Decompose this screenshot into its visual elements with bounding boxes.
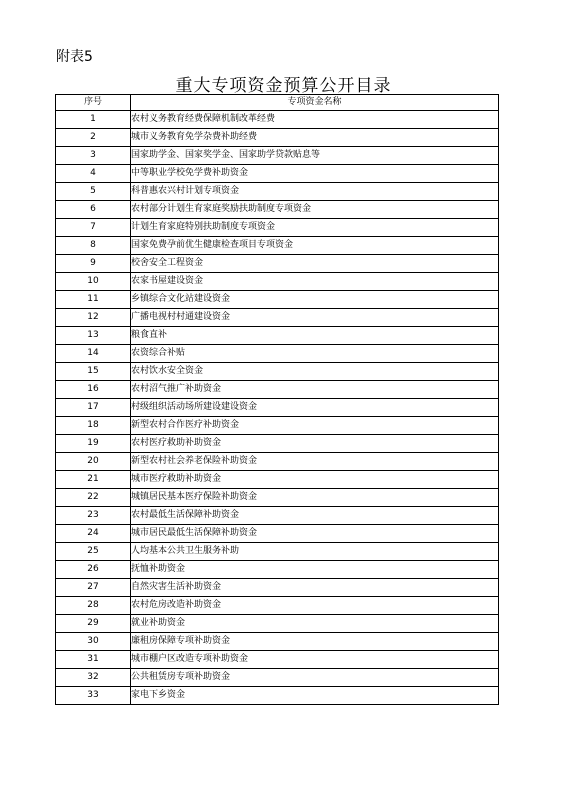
table-header-row (56, 95, 499, 111)
fund-name: 国家助学金、国家奖学金、国家助学贷款贴息等 (131, 147, 499, 165)
table-row (56, 651, 499, 669)
table-row (56, 147, 499, 165)
row-number: 11 (56, 291, 131, 309)
table-row (56, 669, 499, 687)
fund-name: 自然灾害生活补助资金 (131, 579, 499, 597)
row-number: 6 (56, 201, 131, 219)
fund-name: 乡镇综合文化站建设资金 (131, 291, 499, 309)
row-number: 4 (56, 165, 131, 183)
table-row (56, 309, 499, 327)
row-number: 2 (56, 129, 131, 147)
table-row (56, 381, 499, 399)
fund-table (55, 94, 499, 705)
row-number: 9 (56, 255, 131, 273)
row-number: 25 (56, 543, 131, 561)
table-row (56, 363, 499, 381)
fund-name: 农村部分计划生育家庭奖励扶助制度专项资金 (131, 201, 499, 219)
fund-name: 人均基本公共卫生服务补助 (131, 543, 499, 561)
fund-name: 农村饮水安全资金 (131, 363, 499, 381)
fund-name: 抚恤补助资金 (131, 561, 499, 579)
row-number: 16 (56, 381, 131, 399)
row-number: 23 (56, 507, 131, 525)
row-number: 33 (56, 687, 131, 705)
table-row (56, 597, 499, 615)
table-row (56, 291, 499, 309)
table-row (56, 687, 499, 705)
table-row (56, 435, 499, 453)
table-row (56, 165, 499, 183)
row-number: 8 (56, 237, 131, 255)
table-row (56, 543, 499, 561)
fund-name: 农资综合补贴 (131, 345, 499, 363)
fund-name: 农村医疗救助补助资金 (131, 435, 499, 453)
fund-name: 就业补助资金 (131, 615, 499, 633)
fund-name: 城镇居民基本医疗保险补助资金 (131, 489, 499, 507)
table-row (56, 327, 499, 345)
fund-name: 计划生育家庭特别扶助制度专项资金 (131, 219, 499, 237)
fund-name: 农村沼气推广补助资金 (131, 381, 499, 399)
table-row (56, 111, 499, 129)
fund-name: 城市医疗救助补助资金 (131, 471, 499, 489)
row-number: 29 (56, 615, 131, 633)
row-number: 13 (56, 327, 131, 345)
row-number: 14 (56, 345, 131, 363)
column-header-number: 序号 (56, 95, 131, 111)
fund-name: 校舍安全工程资金 (131, 255, 499, 273)
row-number: 17 (56, 399, 131, 417)
row-number: 3 (56, 147, 131, 165)
row-number: 19 (56, 435, 131, 453)
row-number: 15 (56, 363, 131, 381)
table-row (56, 345, 499, 363)
table-row (56, 579, 499, 597)
row-number: 28 (56, 597, 131, 615)
row-number: 26 (56, 561, 131, 579)
row-number: 27 (56, 579, 131, 597)
fund-name: 农村义务教育经费保障机制改革经费 (131, 111, 499, 129)
table-row (56, 219, 499, 237)
row-number: 21 (56, 471, 131, 489)
table-row (56, 201, 499, 219)
table-row (56, 399, 499, 417)
fund-name: 新型农村合作医疗补助资金 (131, 417, 499, 435)
fund-name: 城市棚户区改造专项补助资金 (131, 651, 499, 669)
fund-name: 农村危房改造补助资金 (131, 597, 499, 615)
fund-name: 科普惠农兴村计划专项资金 (131, 183, 499, 201)
table-row (56, 561, 499, 579)
fund-name: 城市居民最低生活保障补助资金 (131, 525, 499, 543)
table-row (56, 489, 499, 507)
row-number: 10 (56, 273, 131, 291)
row-number: 20 (56, 453, 131, 471)
column-header-fund-name: 专项资金名称 (131, 95, 499, 111)
table-row (56, 525, 499, 543)
row-number: 22 (56, 489, 131, 507)
table-row (56, 129, 499, 147)
row-number: 18 (56, 417, 131, 435)
fund-name: 新型农村社会养老保险补助资金 (131, 453, 499, 471)
page-title: 重大专项资金预算公开目录 (175, 76, 392, 96)
fund-name: 公共租赁房专项补助资金 (131, 669, 499, 687)
table-row (56, 237, 499, 255)
table-row (56, 273, 499, 291)
row-number: 5 (56, 183, 131, 201)
fund-name: 粮食直补 (131, 327, 499, 345)
table-row (56, 633, 499, 651)
fund-name: 农村最低生活保障补助资金 (131, 507, 499, 525)
table-row (56, 471, 499, 489)
annex-label: 附表5 (56, 49, 93, 65)
table-row (56, 417, 499, 435)
row-number: 32 (56, 669, 131, 687)
table-row (56, 507, 499, 525)
fund-name: 廉租房保障专项补助资金 (131, 633, 499, 651)
row-number: 7 (56, 219, 131, 237)
table-row (56, 255, 499, 273)
fund-name: 广播电视村村通建设资金 (131, 309, 499, 327)
table-row (56, 615, 499, 633)
fund-name: 农家书屋建设资金 (131, 273, 499, 291)
fund-name: 国家免费孕前优生健康检查项目专项资金 (131, 237, 499, 255)
fund-name: 城市义务教育免学杂费补助经费 (131, 129, 499, 147)
row-number: 24 (56, 525, 131, 543)
row-number: 30 (56, 633, 131, 651)
table-row (56, 453, 499, 471)
fund-name: 家电下乡资金 (131, 687, 499, 705)
fund-name: 中等职业学校免学费补助资金 (131, 165, 499, 183)
row-number: 31 (56, 651, 131, 669)
table-row (56, 183, 499, 201)
row-number: 1 (56, 111, 131, 129)
row-number: 12 (56, 309, 131, 327)
fund-name: 村级组织活动场所建设建设资金 (131, 399, 499, 417)
